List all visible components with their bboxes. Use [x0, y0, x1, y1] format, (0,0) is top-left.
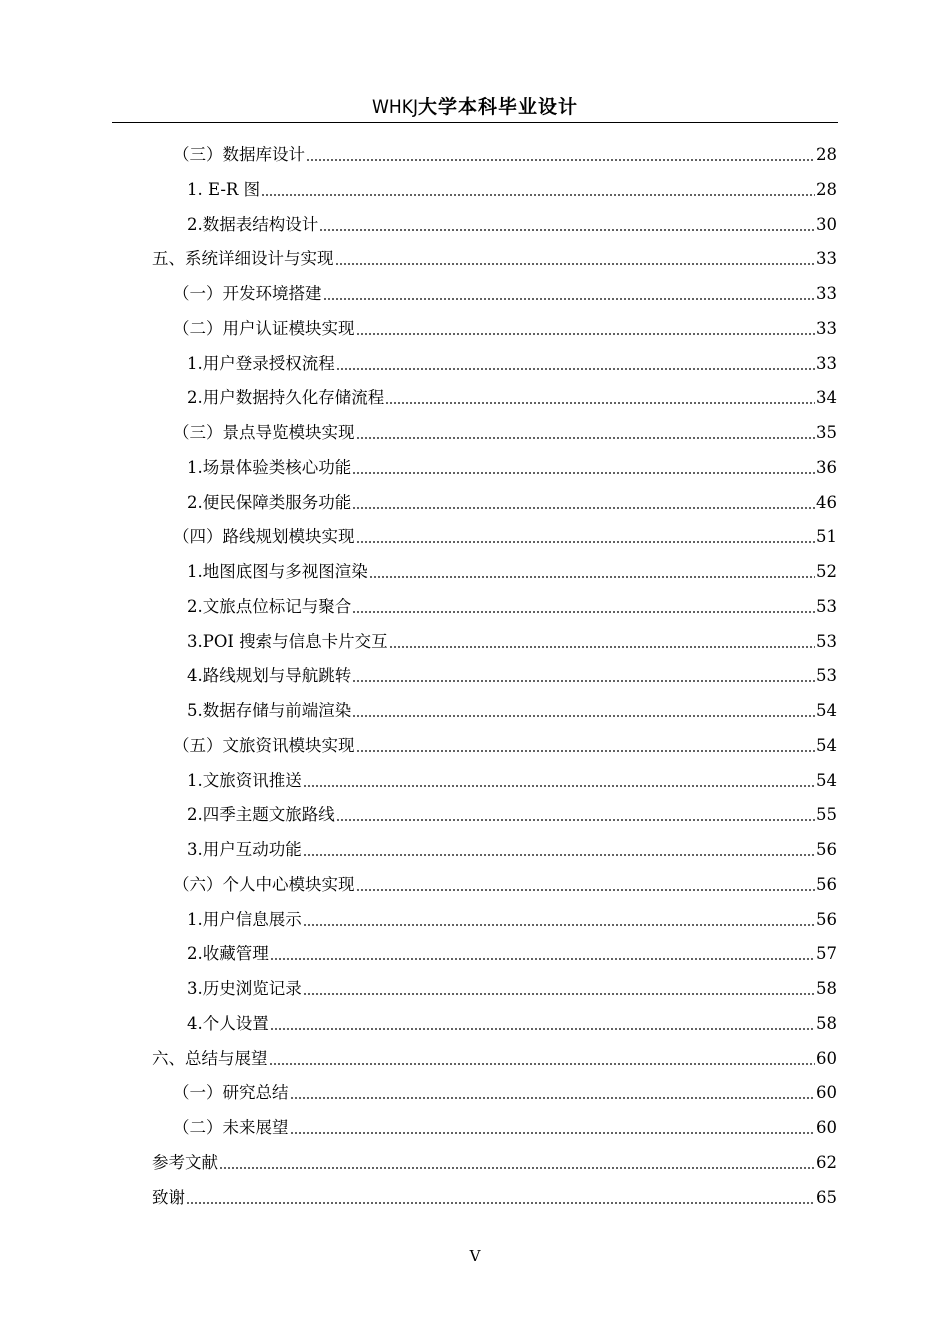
toc-entry-title: 1.用户登录授权流程 [187, 353, 335, 373]
toc-entry-page: 28 [816, 179, 837, 199]
toc-dot-leader [303, 854, 815, 856]
toc-dot-leader [369, 576, 815, 578]
toc-entry-page: 52 [816, 562, 837, 581]
toc-entry-page: 58 [816, 1013, 837, 1033]
toc-dot-leader [352, 507, 815, 509]
toc-entry-title: 2.用户数据持久化存储流程 [187, 388, 385, 408]
toc-entry-title: （二）用户认证模块实现 [173, 318, 355, 338]
toc-dot-leader [269, 1063, 816, 1065]
toc-entry[interactable] [173, 862, 837, 896]
toc-entry-title: 3.用户互动功能 [187, 840, 302, 859]
toc-entry-title: （三）数据库设计 [173, 145, 305, 164]
toc-dot-leader [303, 785, 815, 787]
toc-entry-page: 58 [816, 979, 837, 998]
toc-entry-title: 1. E-R 图 [187, 179, 261, 199]
toc-dot-leader [336, 819, 815, 821]
toc-entry[interactable] [187, 1001, 837, 1035]
toc-entry-title: 1.用户信息展示 [187, 909, 302, 929]
toc-entry-title: 1.场景体验类核心功能 [187, 457, 352, 477]
toc-entry-page: 62 [816, 1152, 837, 1172]
toc-entry-title: 1.文旅资讯推送 [187, 770, 302, 790]
toc-entry-title: 2.数据表结构设计 [187, 214, 319, 234]
toc-entry[interactable] [173, 132, 837, 166]
toc-entry-page: 34 [816, 388, 837, 408]
toc-dot-leader [352, 680, 815, 682]
toc-entry-title: 2.文旅点位标记与聚合 [187, 596, 352, 616]
toc-dot-leader [356, 541, 816, 543]
toc-entry-title: 2.四季主题文旅路线 [187, 805, 335, 825]
toc-entry-title: 3.POI 搜索与信息卡片交互 [187, 631, 388, 651]
toc-entry[interactable] [187, 827, 837, 861]
toc-entry-title: 4.个人设置 [187, 1013, 269, 1033]
toc-entry[interactable] [187, 375, 837, 409]
toc-entry[interactable] [187, 931, 837, 965]
toc-dot-leader [356, 437, 816, 439]
toc-entry[interactable] [187, 549, 837, 583]
toc-entry-page: 53 [816, 596, 837, 616]
toc-dot-leader [186, 1202, 815, 1204]
toc-dot-leader [335, 263, 816, 265]
toc-entry-page: 60 [816, 1118, 837, 1137]
toc-entry[interactable] [187, 897, 837, 931]
toc-entry[interactable] [173, 723, 837, 757]
header-title: 大学本科毕业设计 [418, 96, 579, 118]
toc-dot-leader [356, 750, 816, 752]
toc-entry-title: 1.地图底图与多视图渲染 [187, 562, 368, 581]
toc-dot-leader [323, 298, 816, 300]
toc-dot-leader [270, 958, 815, 960]
header-rule [112, 122, 838, 123]
toc-entry-title: （六）个人中心模块实现 [173, 874, 355, 894]
toc-entry-page: 30 [816, 214, 837, 234]
toc-dot-leader [352, 611, 815, 613]
toc-entry-title: （二）未来展望 [173, 1118, 289, 1137]
toc-dot-leader [261, 194, 815, 196]
toc-entry[interactable] [187, 167, 837, 201]
toc-entry[interactable] [187, 480, 837, 514]
toc-entry-title: 2.便民保障类服务功能 [187, 492, 352, 512]
toc-entry[interactable] [173, 271, 837, 305]
toc-entry-page: 33 [816, 318, 837, 338]
toc-dot-leader [290, 1097, 816, 1099]
toc-entry[interactable] [187, 202, 837, 236]
toc-entry-title: 2.收藏管理 [187, 944, 269, 964]
toc-dot-leader [303, 993, 815, 995]
toc-entry[interactable] [187, 792, 837, 826]
toc-dot-leader [356, 333, 816, 335]
toc-entry[interactable] [152, 1036, 837, 1070]
toc-entry-page: 56 [816, 840, 837, 859]
toc-dot-leader [306, 159, 815, 161]
toc-entry-page: 54 [816, 701, 837, 720]
toc-entry-title: 参考文献 [152, 1152, 218, 1172]
toc-entry[interactable] [173, 1105, 837, 1139]
toc-entry-title: （一）开发环境搭建 [173, 284, 322, 303]
toc-entry-page: 53 [816, 631, 837, 651]
toc-entry[interactable] [173, 410, 837, 444]
toc-dot-leader [303, 924, 815, 926]
toc-entry-page: 35 [816, 423, 837, 442]
toc-entry-page: 33 [816, 249, 837, 269]
toc-entry-page: 46 [816, 492, 837, 512]
page-number: V [469, 1247, 481, 1265]
toc-dot-leader [290, 1132, 816, 1134]
toc-dot-leader [389, 646, 815, 648]
toc-entry[interactable] [152, 236, 837, 270]
toc-entry-title: 3.历史浏览记录 [187, 979, 302, 998]
toc-entry-page: 55 [816, 805, 837, 825]
toc-entry-title: （五）文旅资讯模块实现 [173, 735, 355, 755]
toc-dot-leader [352, 715, 815, 717]
toc-entry[interactable] [187, 758, 837, 792]
toc-entry-page: 51 [816, 527, 837, 547]
toc-entry-title: （四）路线规划模块实现 [173, 527, 355, 547]
toc-entry[interactable] [187, 688, 837, 722]
toc-entry-title: 4.路线规划与导航跳转 [187, 666, 352, 686]
header-latin-text: WHKJ [371, 96, 418, 118]
toc-entry-page: 57 [816, 944, 837, 964]
toc-entry-page: 54 [816, 735, 837, 755]
toc-entry-title: 5.数据存储与前端渲染 [187, 701, 352, 720]
toc-entry-title: 致谢 [152, 1187, 185, 1207]
page-header [112, 94, 838, 122]
toc-entry[interactable] [173, 514, 837, 548]
toc-entry-page: 54 [816, 770, 837, 790]
toc-entry-page: 56 [816, 874, 837, 894]
toc-entry[interactable] [187, 584, 837, 618]
toc-entry-page: 28 [816, 145, 837, 164]
toc-entry[interactable] [187, 445, 837, 479]
toc-entry[interactable] [187, 966, 837, 1000]
toc-entry[interactable] [173, 306, 837, 340]
toc-entry[interactable] [152, 1140, 837, 1174]
toc-entry[interactable] [187, 619, 837, 653]
toc-entry-page: 36 [816, 457, 837, 477]
toc-dot-leader [352, 472, 815, 474]
toc-dot-leader [270, 1028, 815, 1030]
toc-dot-leader [219, 1167, 815, 1169]
toc-entry[interactable] [187, 341, 837, 375]
toc-entry-page: 60 [816, 1048, 837, 1068]
toc-entry-title: 五、系统详细设计与实现 [152, 249, 334, 269]
toc-entry[interactable] [173, 1070, 837, 1104]
toc-entry-title: （一）研究总结 [173, 1083, 289, 1103]
toc-dot-leader [336, 368, 815, 370]
toc-entry-page: 65 [816, 1187, 837, 1207]
toc-entry-page: 60 [816, 1083, 837, 1103]
toc-dot-leader [319, 229, 815, 231]
toc-entry-page: 56 [816, 909, 837, 929]
toc-entry-page: 33 [816, 284, 837, 303]
toc-dot-leader [356, 889, 816, 891]
toc-entry-title: 六、总结与展望 [152, 1048, 268, 1068]
toc-dot-leader [385, 402, 815, 404]
toc-entry-title: （三）景点导览模块实现 [173, 423, 355, 442]
toc-entry-page: 53 [816, 666, 837, 686]
toc-entry[interactable] [152, 1175, 837, 1209]
toc-entry-page: 33 [816, 353, 837, 373]
toc-entry[interactable] [187, 653, 837, 687]
